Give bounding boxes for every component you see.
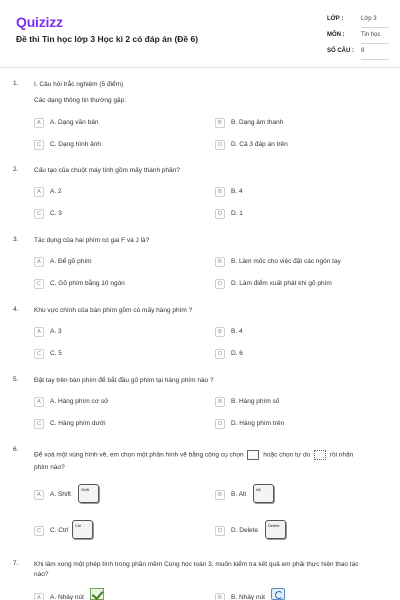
option-letter: D xyxy=(215,279,225,289)
option-b[interactable] xyxy=(215,117,385,131)
question-text xyxy=(34,376,380,386)
question-text xyxy=(34,306,380,316)
option-b[interactable] xyxy=(215,256,385,270)
question-text xyxy=(34,80,380,106)
option-letter: D xyxy=(215,140,225,150)
option-b[interactable] xyxy=(215,396,385,410)
option-letter: A xyxy=(34,327,44,337)
option-letter: B xyxy=(215,118,225,128)
option-letter: D xyxy=(215,419,225,429)
option-letter: B xyxy=(215,257,225,267)
option-text: A. Để gõ phím xyxy=(50,258,92,265)
option-text: C. 3 xyxy=(50,210,62,217)
option-letter: B xyxy=(215,593,225,600)
question-line: Khu vực chính của bàn phím gồm có mấy hàng phím ? xyxy=(34,307,193,314)
check-icon xyxy=(90,588,104,600)
option-letter: C xyxy=(34,526,44,536)
option-text: C. Hàng phím dưới xyxy=(50,420,106,427)
option-text: B. Hàng phím số xyxy=(231,398,280,405)
option-text: A. 2 xyxy=(50,188,62,195)
question-number: 5. xyxy=(13,376,19,383)
option-d[interactable] xyxy=(215,418,385,432)
question-text xyxy=(34,450,380,473)
option-c[interactable] xyxy=(34,278,204,292)
option-a[interactable] xyxy=(34,592,204,600)
option-d[interactable] xyxy=(215,139,385,153)
option-letter: C xyxy=(34,419,44,429)
question-line: Khi làm xong một phép tính trong phần mềm Cùng học toán 3, muốn kiểm tra kết quả em phải thực hiện thao tác xyxy=(34,561,359,568)
option-c[interactable] xyxy=(34,139,204,153)
meta-value: Tin học xyxy=(361,32,389,44)
option-a[interactable] xyxy=(34,489,204,503)
meta-label: MÔN : xyxy=(327,32,345,38)
option-letter: A xyxy=(34,257,44,267)
option-d[interactable] xyxy=(215,208,385,222)
option-a[interactable] xyxy=(34,326,204,340)
option-d[interactable] xyxy=(215,525,385,539)
option-text: C. Dạng hình ảnh xyxy=(50,141,101,148)
question-number: 2. xyxy=(13,166,19,173)
option-letter: B xyxy=(215,327,225,337)
option-letter: C xyxy=(34,209,44,219)
free-select-icon xyxy=(314,450,326,460)
option-text: D. Delete xyxy=(231,527,259,534)
question-line: Đặt tay trên bàn phím để bắt đầu gõ phím tại hàng phím nào ? xyxy=(34,377,214,384)
question-number: 6. xyxy=(13,446,19,453)
question-text-part: rồi nhấn xyxy=(329,451,354,459)
option-a[interactable] xyxy=(34,396,204,410)
meta-row-class xyxy=(327,14,387,30)
option-c[interactable] xyxy=(34,418,204,432)
option-letter: C xyxy=(34,349,44,359)
option-letter: A xyxy=(34,397,44,407)
option-c[interactable] xyxy=(34,525,204,539)
option-text: B. Alt xyxy=(231,491,247,498)
option-text: B. Làm mốc cho việc đặt các ngón tay xyxy=(231,258,341,265)
meta-label: SỐ CÂU : xyxy=(327,48,354,54)
question-number: 1. xyxy=(13,80,19,87)
option-text: C. Ctrl xyxy=(50,527,69,534)
option-letter: A xyxy=(34,490,44,500)
option-text: D. Hàng phím trên xyxy=(231,420,285,427)
option-text: C. Gõ phím bằng 10 ngón xyxy=(50,280,125,287)
option-letter: B xyxy=(215,397,225,407)
meta-panel xyxy=(327,14,387,62)
page-title: Đề thi Tin học lớp 3 Học kì 2 có đáp án (Đề 6) xyxy=(16,34,199,44)
alt-key-icon: Alt xyxy=(253,484,274,503)
rect-select-icon xyxy=(247,450,259,460)
question-text xyxy=(34,166,380,176)
question-line: Cấu tạo của chuột máy tính gồm mấy thành phần? xyxy=(34,167,180,174)
question-line: Tác dụng của hai phím có gai F và J là? xyxy=(34,237,150,244)
brand-logo: Quizizz xyxy=(16,14,63,30)
ctrl-key-icon: Ctrl xyxy=(72,520,93,539)
option-text: A. Hàng phím cơ sở xyxy=(50,398,109,405)
question-text-part: Để xoá một vùng hình vẽ, em chọn một phần hình vẽ bằng công cụ chọn xyxy=(34,451,244,459)
meta-row-subject xyxy=(327,30,387,46)
option-b[interactable] xyxy=(215,489,385,503)
meta-label: LỚP : xyxy=(327,16,344,22)
question-text xyxy=(34,236,380,246)
option-letter: A xyxy=(34,187,44,197)
option-d[interactable] xyxy=(215,278,385,292)
option-a[interactable] xyxy=(34,256,204,270)
option-text: B. 4 xyxy=(231,328,243,335)
option-letter: B xyxy=(215,490,225,500)
option-letter: D xyxy=(215,526,225,536)
option-text: A. Dạng văn bản xyxy=(50,119,99,126)
shift-key-icon: Shift xyxy=(78,484,99,503)
option-b[interactable] xyxy=(215,326,385,340)
option-letter: A xyxy=(34,118,44,128)
option-letter: D xyxy=(215,349,225,359)
option-text: A. Nháy nút xyxy=(50,594,84,600)
option-text: D. 6 xyxy=(231,350,243,357)
option-text: C. 5 xyxy=(50,350,62,357)
option-letter: A xyxy=(34,593,44,600)
question-text xyxy=(34,560,380,580)
option-text: D. Làm điểm xuất phát khi gõ phím xyxy=(231,280,332,287)
question-line: I. Câu hỏi trắc nghiệm (5 điểm) xyxy=(34,81,124,88)
option-a[interactable] xyxy=(34,117,204,131)
meta-value: Lớp 3 xyxy=(361,16,389,28)
option-d[interactable] xyxy=(215,348,385,362)
meta-row-count xyxy=(327,46,387,62)
option-c[interactable] xyxy=(34,208,204,222)
question-number: 3. xyxy=(13,236,19,243)
question-number: 4. xyxy=(13,306,19,313)
question-text-part: phím nào? xyxy=(34,463,65,471)
option-a[interactable] xyxy=(34,186,204,200)
question-line: Các dạng thông tin thường gặp: xyxy=(34,97,127,104)
option-b[interactable] xyxy=(215,592,385,600)
option-text: B. 4 xyxy=(231,188,243,195)
question-number: 7. xyxy=(13,560,19,567)
option-b[interactable] xyxy=(215,186,385,200)
option-text: A. 3 xyxy=(50,328,62,335)
refresh-icon xyxy=(271,588,285,600)
option-text: B. Nháy nút xyxy=(231,594,265,600)
option-letter: C xyxy=(34,140,44,150)
option-letter: C xyxy=(34,279,44,289)
question-line: nào? xyxy=(34,571,49,578)
header xyxy=(0,0,400,68)
option-text: D. Cả 3 đáp án trên xyxy=(231,141,288,148)
option-c[interactable] xyxy=(34,348,204,362)
meta-value: 8 xyxy=(361,48,389,60)
question-text-part: hoặc chọn tự do xyxy=(263,451,311,459)
option-letter: D xyxy=(215,209,225,219)
option-text: A. Shift xyxy=(50,491,71,498)
option-text: D. 1 xyxy=(231,210,243,217)
option-text: B. Dạng âm thanh xyxy=(231,119,284,126)
option-letter: B xyxy=(215,187,225,197)
delete-key-icon: Delete xyxy=(265,520,286,539)
